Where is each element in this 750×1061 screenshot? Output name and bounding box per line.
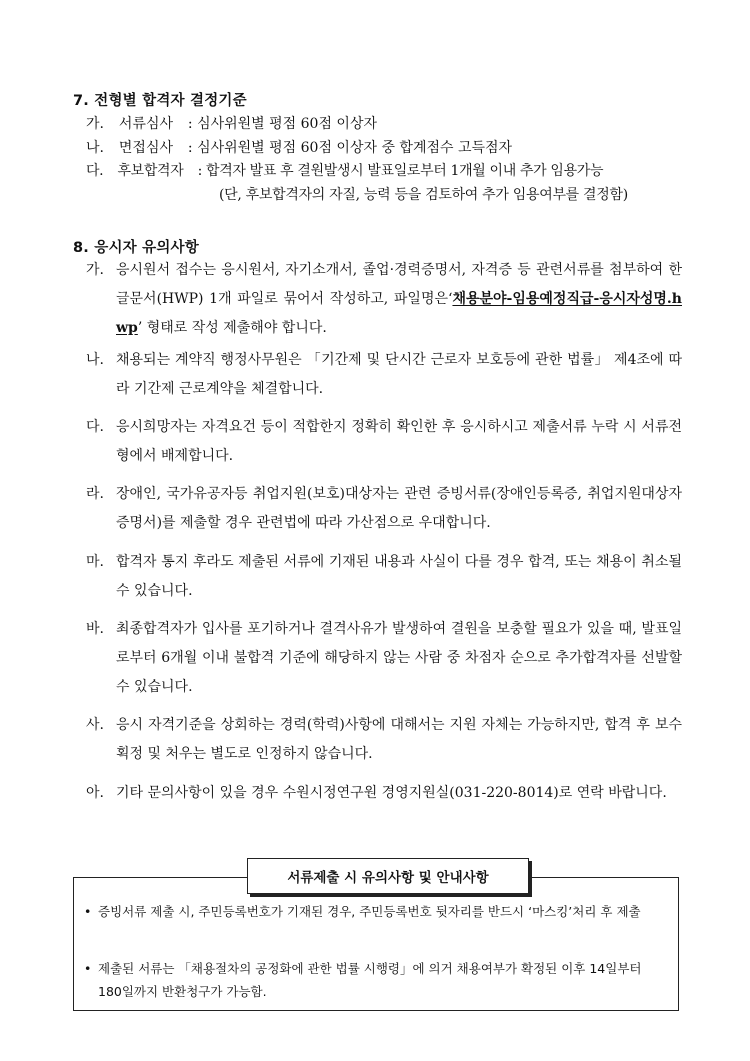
notice-text-before: 응시원서 접수는 응시원서, 자기소개서, 졸업·경력증명서, 자격증 등 관련서류를 첨부하여 한글문서(HWP) 1개 파일로 묶어서 작성하고, 파일명은‘ <box>116 262 682 307</box>
notice-item-da <box>86 413 682 471</box>
notice-box-item <box>84 900 654 923</box>
notice-box-text: 제출된 서류는 「채용절차의 공정화에 관한 법률 시행령」에 의거 채용여부가 확정된 이후 14일부터 180일까지 반환청구가 가능함. <box>98 961 642 999</box>
criteria-marker: 가. <box>86 116 104 132</box>
section-7-title: 7. 전형별 합격자 결정기준 <box>73 93 247 109</box>
notice-box-text: 증빙서류 제출 시, 주민등록번호가 기재된 경우, 주민등록번호 뒷자리를 반드시 ‘마스킹’처리 후 제출 <box>98 904 641 919</box>
criteria-label: 후보합격자 <box>117 163 184 179</box>
notice-item-sa <box>86 711 682 769</box>
notice-text-after: ’ 형태로 작성 제출해야 합니다. <box>137 320 327 336</box>
section-8-title: 8. 응시자 유의사항 <box>73 240 199 256</box>
bullet: • <box>84 961 92 976</box>
bullet: • <box>84 904 92 919</box>
notice-text <box>116 256 682 343</box>
criteria-label: 면접심사 <box>118 140 173 156</box>
notice-text: 장애인, 국가유공자등 취업지원(보호)대상자는 관련 증빙서류(장애인등록증, 취업지원대상자 증명서)를 제출할 경우 관련법에 따라 가산점으로 우대합니다. <box>116 486 682 531</box>
filename-format: 채용분야-임용예정직급-응시자성명.hwp <box>116 291 682 336</box>
criteria-row-da <box>86 162 603 180</box>
notice-item-a <box>86 779 682 808</box>
criteria-note: (단, 후보합격자의 자질, 능력 등을 검토하여 추가 임용여부를 결정함) <box>219 187 628 203</box>
criteria-text: : 심사위원별 평점 60점 이상자 <box>187 116 378 132</box>
notice-text: 응시희망자는 자격요건 등이 적합한지 정확히 확인한 후 응시하시고 제출서류 누락 시 서류전형에서 배제합니다. <box>116 419 682 464</box>
notice-marker: 아. <box>86 785 104 801</box>
criteria-marker: 나. <box>86 140 104 156</box>
notice-item-na <box>86 346 682 404</box>
criteria-row-ga <box>86 115 377 133</box>
notice-item-ma <box>86 548 682 606</box>
notice-text: 채용되는 계약직 행정사무원은 「기간제 및 단시간 근로자 보호등에 관한 법률」 제4조에 따라 기간제 근로계약을 체결합니다. <box>116 352 682 397</box>
notice-marker: 바. <box>86 621 104 637</box>
notice-item-ga <box>86 256 682 343</box>
notice-marker: 사. <box>86 717 104 733</box>
criteria-text: : 합격자 발표 후 결원발생시 발표일로부터 1개월 이내 추가 임용가능 <box>197 163 604 179</box>
notice-item-ba <box>86 615 682 702</box>
notice-box-item <box>84 957 654 1003</box>
notice-text: 합격자 통지 후라도 제출된 서류에 기재된 내용과 사실이 다를 경우 합격, 또는 채용이 취소될 수 있습니다. <box>116 554 682 599</box>
criteria-label: 서류심사 <box>118 116 173 132</box>
notice-item-ra <box>86 480 682 538</box>
notice-marker: 다. <box>86 419 104 435</box>
notice-text: 최종합격자가 입사를 포기하거나 결격사유가 발생하여 결원을 보충할 필요가 있을 때, 발표일로부터 6개월 이내 불합격 기준에 해당하지 않는 사람 중 차점자 순으로 추가합격자를 선발할 수 있습니다. <box>116 621 682 695</box>
notice-marker: 마. <box>86 554 104 570</box>
notice-marker: 라. <box>86 486 104 502</box>
notice-marker: 나. <box>86 352 104 368</box>
notice-text: 기타 문의사항이 있을 경우 수원시정연구원 경영지원실(031-220-8014)로 연락 바랍니다. <box>116 785 667 801</box>
criteria-marker: 다. <box>86 163 104 179</box>
notice-marker: 가. <box>86 262 104 278</box>
criteria-text: : 심사위원별 평점 60점 이상자 중 합계점수 고득점자 <box>187 140 513 156</box>
criteria-row-na <box>86 139 512 157</box>
notice-text: 응시 자격기준을 상회하는 경력(학력)사항에 대해서는 지원 자체는 가능하지만, 합격 후 보수획정 및 처우는 별도로 인정하지 않습니다. <box>116 717 682 762</box>
notice-box-title: 서류제출 시 유의사항 및 안내사항 <box>247 858 529 894</box>
